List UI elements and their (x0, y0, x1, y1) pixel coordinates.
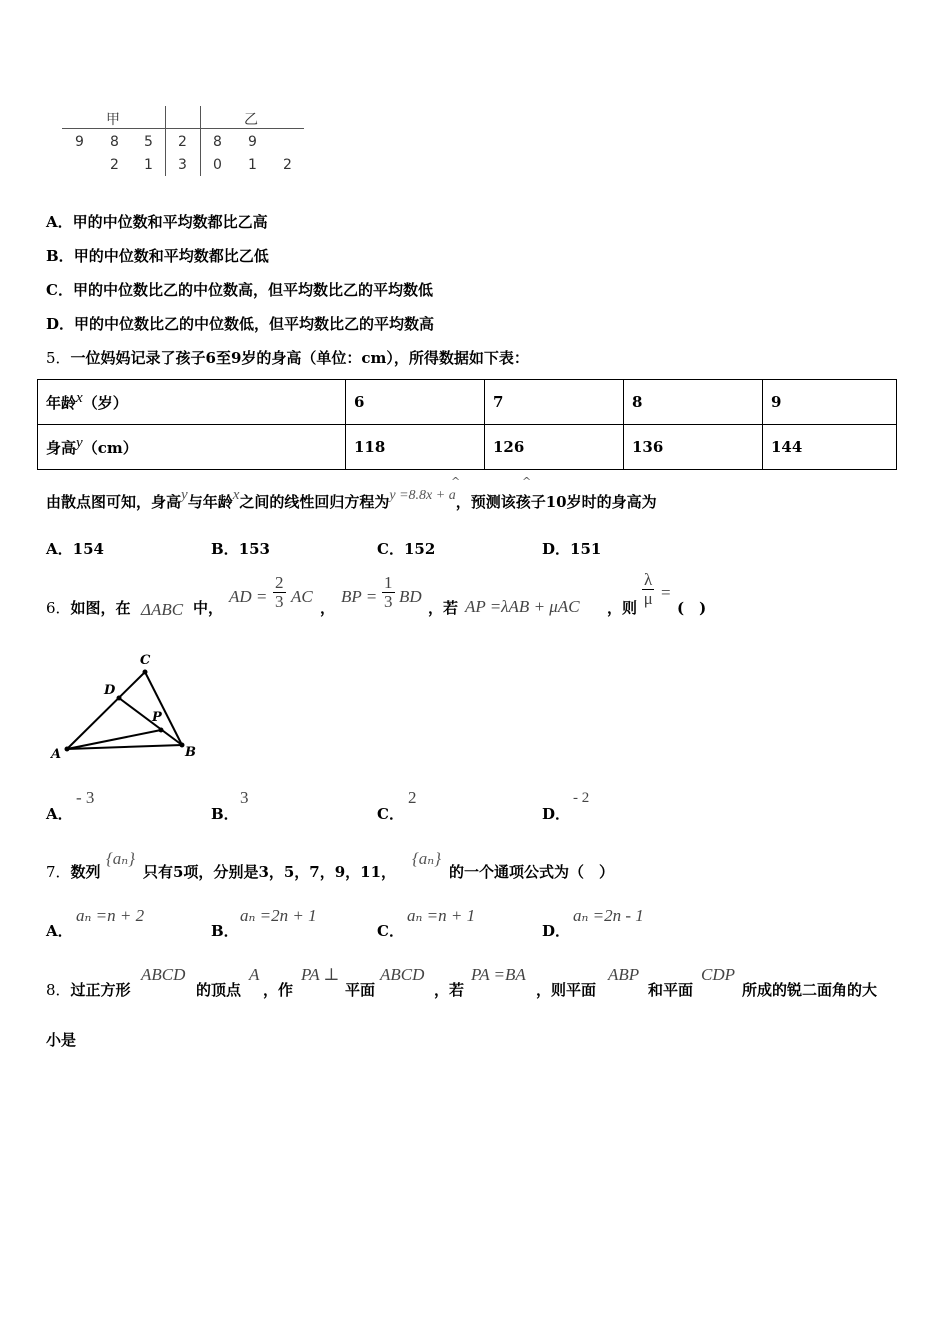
leaf-left: 8 (110, 134, 119, 150)
fraction-lambda-mu (642, 571, 654, 608)
option-letter: A． (46, 922, 73, 940)
q5-stem-text: 一位妈妈记录了孩子6至9岁的身高（单位：cm），所得数据如下表： (70, 349, 529, 367)
text: ， (320, 599, 336, 617)
denominator: μ (643, 589, 653, 608)
table-cell: 6 (346, 380, 485, 425)
var-x: x (76, 389, 83, 406)
plane-abp: ABP (608, 965, 640, 984)
numerator: 1 (384, 573, 393, 592)
option-text: 甲的中位数和平均数都比乙高 (72, 213, 268, 231)
text: ，预测该孩子10岁时的身高为 (455, 493, 657, 511)
text: 之间的线性回归方程为 (239, 493, 390, 511)
equals-sign: = (661, 583, 671, 602)
sequence-an: {aₙ} (106, 849, 135, 868)
text: 中， (193, 599, 224, 617)
stem-leaf-hline (62, 128, 304, 129)
option-value: 3 (240, 788, 249, 807)
q4-option-c (46, 279, 433, 300)
option-value: aₙ =2n - 1 (573, 906, 644, 925)
text: 过正方形 (70, 981, 131, 999)
option-value: 154 (72, 540, 104, 558)
segment-bd (119, 698, 182, 745)
table-cell: 144 (763, 425, 897, 470)
pa-equals-ba: PA =BA (471, 965, 526, 984)
triangle-figure (45, 648, 205, 766)
answer-paren: ( ) (677, 599, 707, 617)
text: 由散点图可知，身高 (46, 493, 182, 511)
table-row (38, 380, 897, 425)
option-letter: A． (46, 213, 73, 231)
plane-cdp: CDP (701, 965, 735, 984)
q4-option-d (46, 313, 434, 334)
row-label: 年龄 (46, 393, 77, 412)
q5-option-a (46, 538, 104, 559)
option-letter: A． (46, 540, 73, 558)
point-p (159, 728, 164, 733)
option-value: aₙ =2n + 1 (240, 906, 317, 925)
q6-text-1 (46, 597, 131, 618)
hat-icon: ^ (522, 475, 532, 488)
q8-text-1 (46, 979, 131, 1000)
text: ，作 (263, 981, 294, 999)
side-cb (145, 672, 182, 745)
question-number: 6． (46, 599, 71, 617)
q5-followup (46, 487, 657, 512)
stem-leaf-header-right: 乙 (244, 112, 258, 128)
row-unit: （岁） (82, 393, 128, 412)
plane-abcd: ABCD (380, 965, 425, 984)
option-value: 2 (408, 788, 417, 807)
table-row (38, 425, 897, 470)
q5-option-c (377, 538, 435, 559)
fraction-two-thirds (273, 574, 286, 611)
square-abcd: ABCD (141, 965, 186, 984)
text: 只有5项，分别是3，5，7，9，11， (143, 863, 397, 881)
ap-expression: AP =λAB + μAC (465, 597, 580, 616)
option-letter: D． (542, 922, 571, 940)
point-a (65, 747, 70, 752)
stem-value: 3 (178, 157, 187, 173)
text: ，则平面 (536, 981, 597, 999)
option-letter: C． (377, 540, 404, 558)
option-letter: D． (46, 315, 75, 333)
point-c (143, 670, 148, 675)
leaf-right: 1 (248, 157, 257, 173)
table-cell (38, 380, 346, 425)
stem-leaf-vline-left (165, 106, 166, 176)
row-label: 身高 (46, 438, 77, 457)
option-letter: C． (377, 922, 404, 940)
text: 与年龄 (187, 493, 233, 511)
option-letter: D． (542, 805, 571, 823)
label-p: P (152, 710, 162, 725)
ad-lhs: AD = (229, 587, 268, 606)
leaf-left: 9 (75, 134, 84, 150)
option-letter: C． (46, 281, 73, 299)
text: ，则 (607, 599, 638, 617)
var-x: x (232, 487, 240, 503)
label-d: D (104, 683, 116, 698)
bp-rhs: BD (399, 587, 422, 606)
hat-icon: ^ (451, 475, 461, 488)
table-cell: 126 (485, 425, 624, 470)
option-value: - 3 (76, 788, 95, 807)
triangle-abc: ΔABC (141, 600, 184, 619)
table-cell: 136 (624, 425, 763, 470)
bp-lhs: BP = (341, 587, 378, 606)
option-text: 甲的中位数比乙的中位数低，但平均数比乙的平均数高 (74, 315, 435, 333)
vertex-a: A (249, 965, 260, 984)
text: 的一个通项公式为（ ） (449, 863, 615, 881)
option-value: 153 (238, 540, 270, 558)
var-y: y (76, 434, 83, 451)
option-value: 151 (570, 540, 602, 558)
q5-table (37, 379, 897, 470)
leaf-right: 9 (248, 134, 257, 150)
leaf-left: 2 (110, 157, 119, 173)
q5-option-b (211, 538, 270, 559)
option-letter: B． (211, 540, 239, 558)
q5-option-d (542, 538, 601, 559)
q8-text-line2: 小是 (46, 1031, 77, 1049)
text: 数列 (70, 863, 101, 881)
table-cell: 7 (485, 380, 624, 425)
leaf-right: 0 (213, 157, 222, 173)
ad-rhs: AC (291, 587, 313, 606)
option-text: 甲的中位数和平均数都比乙低 (73, 247, 269, 265)
text: ，若 (434, 981, 465, 999)
text: 和平面 (648, 981, 694, 999)
q7-text-1 (46, 861, 101, 882)
q4-option-b (46, 245, 269, 266)
point-b (180, 743, 185, 748)
label-c: C (140, 653, 151, 668)
text: 的顶点 (196, 981, 242, 999)
question-number: 8． (46, 981, 71, 999)
text: 平面 (345, 981, 376, 999)
label-a: A (51, 747, 62, 762)
option-letter: C． (377, 805, 404, 823)
pa-perp: PA ⊥ (301, 965, 340, 984)
text: ，若 (428, 599, 459, 617)
option-letter: B． (46, 247, 74, 265)
fraction-one-third (382, 574, 395, 611)
table-cell: 9 (763, 380, 897, 425)
option-value: 152 (403, 540, 436, 558)
stem-leaf-vline-right (200, 106, 201, 176)
stem-leaf-header-left: 甲 (106, 112, 120, 128)
point-d (117, 696, 122, 701)
table-cell: 118 (346, 425, 485, 470)
stem-value: 2 (178, 134, 187, 150)
leaf-right: 2 (283, 157, 292, 173)
option-letter: D． (542, 540, 571, 558)
option-value: - 2 (573, 790, 590, 806)
option-text: 甲的中位数比乙的中位数高，但平均数比乙的平均数低 (72, 281, 433, 299)
numerator: λ (644, 570, 653, 589)
var-y: y (181, 487, 188, 503)
question-number: 5． (46, 349, 71, 367)
q5-stem (46, 347, 529, 368)
denominator: 3 (275, 592, 284, 611)
leaf-left: 5 (144, 134, 153, 150)
option-letter: A． (46, 805, 73, 823)
regression-equation: y =8.8x + a (389, 488, 456, 503)
option-value: aₙ =n + 2 (76, 906, 145, 925)
option-letter: B． (211, 805, 239, 823)
table-cell (38, 425, 346, 470)
label-b: B (185, 745, 196, 760)
option-value: aₙ =n + 1 (407, 906, 476, 925)
option-letter: B． (211, 922, 239, 940)
sequence-an: {aₙ} (412, 849, 441, 868)
table-cell: 8 (624, 380, 763, 425)
numerator: 2 (275, 573, 284, 592)
text: 所成的锐二面角的大 (742, 981, 878, 999)
q4-option-a (46, 211, 268, 232)
text: 如图，在 (70, 599, 131, 617)
leaf-right: 8 (213, 134, 222, 150)
denominator: 3 (384, 592, 393, 611)
row-unit: （cm） (82, 438, 138, 457)
question-number: 7． (46, 863, 71, 881)
leaf-left: 1 (144, 157, 153, 173)
